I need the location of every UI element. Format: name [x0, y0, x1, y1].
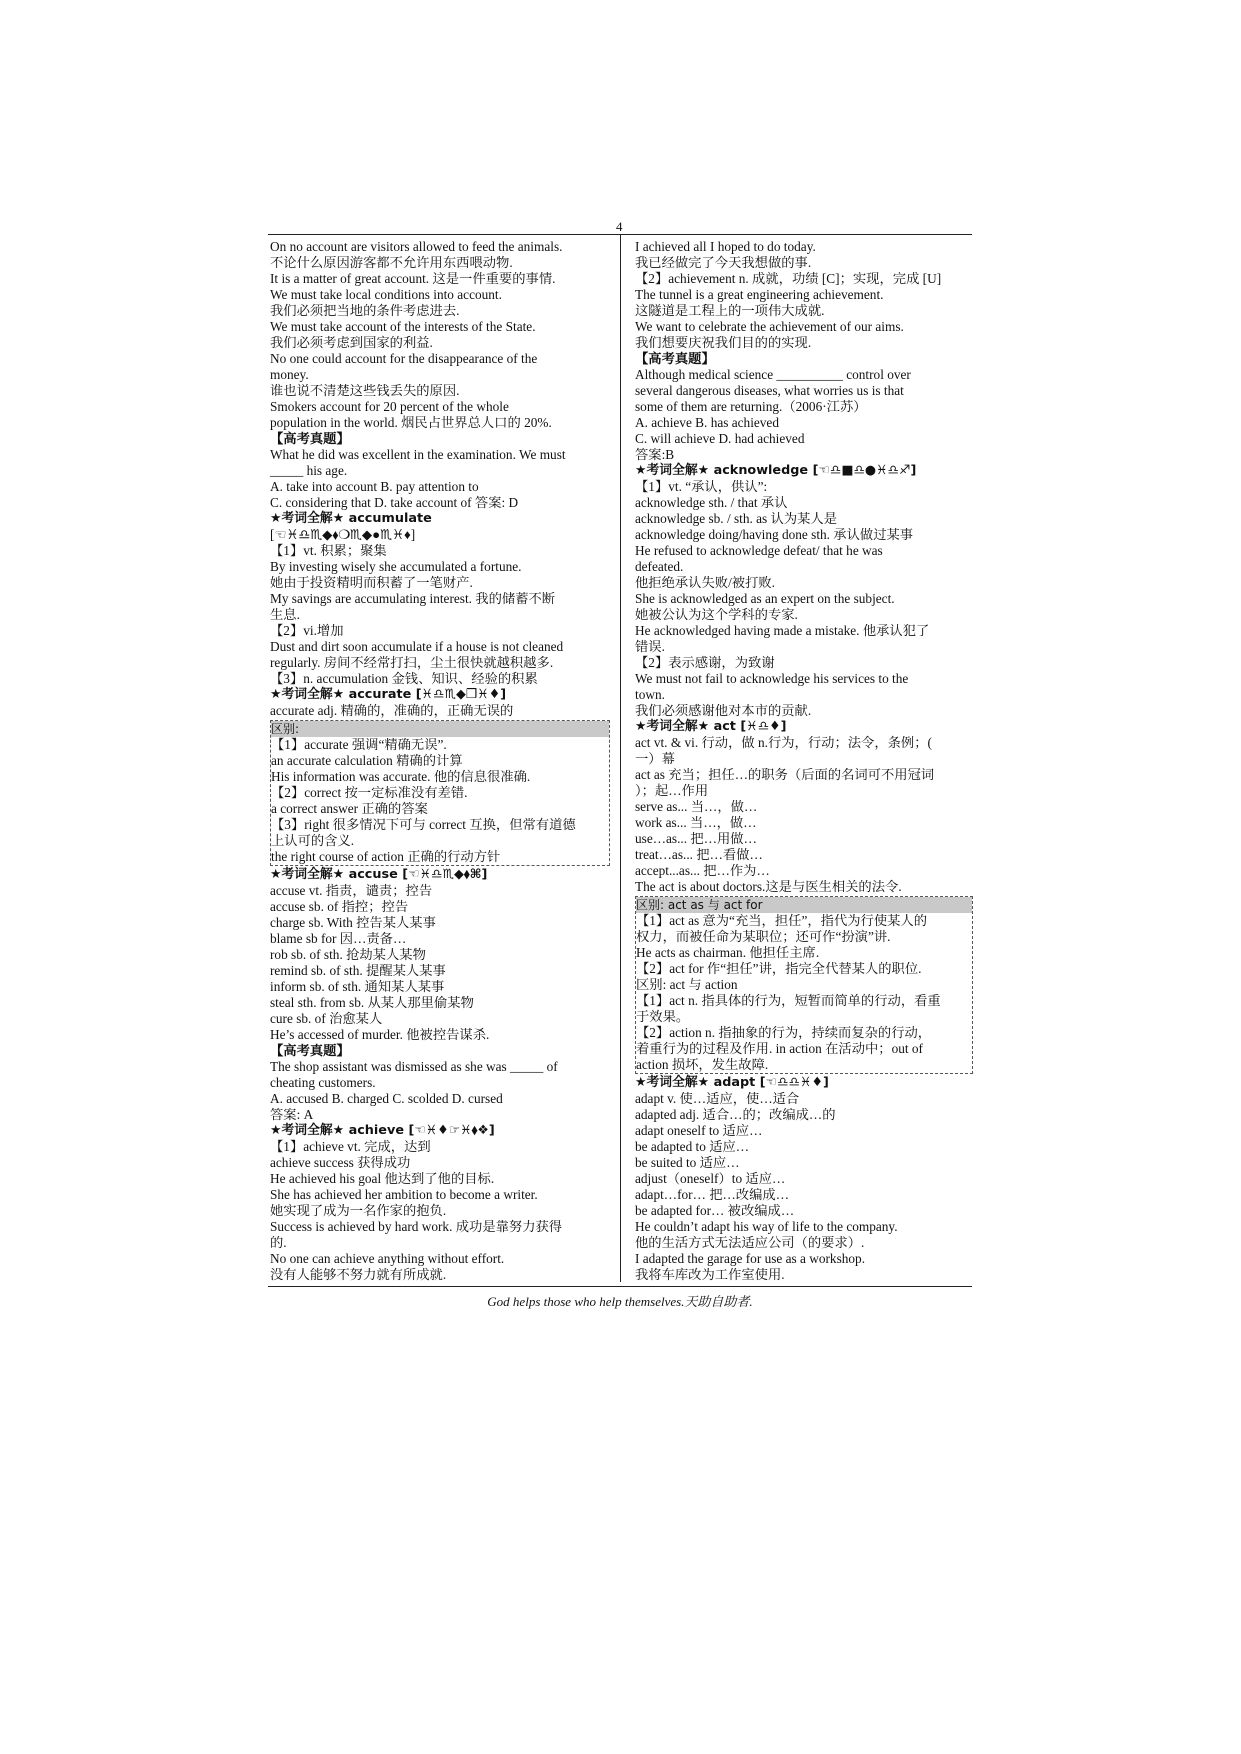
text-line: 我们必须把当地的条件考虑进去. — [270, 303, 460, 318]
text-line: blame sb for 因…责备… — [270, 931, 407, 946]
text-line: adjust（oneself）to 适应… — [635, 1171, 786, 1186]
text-line: acknowledge sth. / that 承认 — [635, 495, 788, 510]
text-line: act vt. & vi. 行动，做 n.行为，行动；法令，条例；( — [635, 735, 932, 750]
text-line: inform sb. of sth. 通知某人某事 — [270, 979, 445, 994]
text-line: 生息. — [270, 607, 300, 622]
text-line: Dust and dirt soon accumulate if a house is not cleaned — [270, 639, 564, 654]
text-line: acknowledge doing/having done sth. 承认做过某事 — [635, 527, 914, 542]
text-line: _____ his age. — [270, 463, 348, 478]
text-line: 【2】vi.增加 — [270, 623, 344, 638]
text-line: It is a matter of great account. 这是一件重要的事情. — [270, 271, 556, 286]
text-line: 【2】action n. 指抽象的行为，持续而复杂的行动， — [636, 1025, 932, 1040]
text-line: C. considering that D. take account of 答案: D — [270, 495, 519, 510]
distinction-box — [635, 896, 973, 1074]
footer-rule — [268, 1286, 972, 1287]
text-line: use…as... 把…用做… — [635, 831, 757, 846]
text-line: achieve success 获得成功 — [270, 1155, 411, 1170]
text-line: rob sb. of sth. 抢劫某人某物 — [270, 947, 426, 962]
text-line: A. accused B. charged C. scolded D. cursed — [270, 1091, 503, 1106]
text-line: We must take local conditions into account. — [270, 287, 502, 302]
text-line: be adapted for… 被改编成… — [635, 1203, 795, 1218]
text-line: treat…as... 把…看做… — [635, 847, 763, 862]
text-line: I achieved all I hoped to do today. — [635, 239, 816, 254]
text-line: the right course of action 正确的行动方针 — [271, 849, 501, 864]
text-line: A. achieve B. has achieved — [635, 415, 779, 430]
text-line: population in the world. 烟民占世界总人口的 20%. — [270, 415, 552, 430]
text-line: adapt oneself to 适应… — [635, 1123, 763, 1138]
text-line: regularly. 房间不经常打扫，尘土很快就越积越多. — [270, 655, 554, 670]
text-line: defeated. — [635, 559, 684, 574]
text-line: adapt v. 使…适应，使…适合 — [635, 1091, 800, 1106]
text-line: serve as... 当…，做… — [635, 799, 758, 814]
text-line: some of them are returning.（2006·江苏） — [635, 399, 867, 414]
text-line: 【1】achieve vt. 完成，达到 — [270, 1139, 431, 1154]
text-line: She has achieved her ambition to become a writer. — [270, 1187, 538, 1202]
text-line: cheating customers. — [270, 1075, 376, 1090]
text-line: 我们必须感谢他对本市的贡献. — [635, 703, 812, 718]
box-subtitle: 区别: act 与 action — [636, 977, 738, 992]
text-line: He achieved his goal 他达到了他的目标. — [270, 1171, 495, 1186]
text-line: Although medical science __________ control over — [635, 367, 911, 382]
text-line: His information was accurate. 他的信息很准确. — [271, 769, 531, 784]
text-line: 【2】表示感谢，为致谢 — [635, 655, 775, 670]
text-line: town. — [635, 687, 665, 702]
text-line: act as 充当；担任…的职务（后面的名词可不用冠词 — [635, 767, 935, 782]
text-line: 她被公认为这个学科的专家. — [635, 607, 798, 622]
text-line: work as... 当…，做… — [635, 815, 757, 830]
box-title: 区别: — [271, 721, 609, 737]
text-line: 我们想要庆祝我们目的的实现. — [635, 335, 812, 350]
text-line: 权力，而被任命为某职位；还可作“扮演”讲. — [636, 929, 891, 944]
text-line: remind sb. of sth. 提醒某人某事 — [270, 963, 446, 978]
text-line: adapt…for… 把…改编成… — [635, 1187, 789, 1202]
text-line: 没有人能够不努力就有所成就. — [270, 1267, 447, 1282]
text-line: 【1】act as 意为“充当，担任”，指代为行使某人的 — [636, 913, 928, 928]
text-line: The shop assistant was dismissed as she was _____ of — [270, 1059, 558, 1074]
column-divider — [620, 235, 621, 1282]
text-line: 【2】correct 按一定标准没有差错. — [271, 785, 468, 800]
text-line: accuse vt. 指责，谴责；控告 — [270, 883, 433, 898]
text-line: steal sth. from sb. 从某人那里偷某物 — [270, 995, 474, 1010]
text-line: be adapted to 适应… — [635, 1139, 750, 1154]
left-column — [270, 239, 610, 1283]
text-line: accuse sb. of 指控；控告 — [270, 899, 409, 914]
text-line: 【2】act for 作“担任”讲，指完全代替某人的职位. — [636, 961, 922, 976]
text-line: 他拒绝承认失败/被打败. — [635, 575, 775, 590]
text-line: 错误. — [635, 639, 665, 654]
text-line: No one can achieve anything without effort. — [270, 1251, 505, 1266]
text-line: 【3】right 很多情况下可与 correct 互换，但常有道德 — [271, 817, 576, 832]
text-line: ）；起…作用 — [635, 783, 709, 798]
text-line: 【1】vt. 积累；聚集 — [270, 543, 387, 558]
text-line: cure sb. of 治愈某人 — [270, 1011, 383, 1026]
page-footer: God helps those who help themselves.天助自助者. — [487, 1294, 753, 1309]
page-number: 4 — [616, 219, 623, 234]
text-line: 我们必须考虑到国家的利益. — [270, 335, 433, 350]
text-line: No one could account for the disappearance of the — [270, 351, 538, 366]
text-line: 她实现了成为一名作家的抱负. — [270, 1203, 447, 1218]
text-line: Success is achieved by hard work. 成功是靠努力获得 — [270, 1219, 563, 1234]
text-line: He’s accessed of murder. 他被控告谋杀. — [270, 1027, 490, 1042]
text-line: 【1】accurate 强调“精确无误”. — [271, 737, 447, 752]
text-line: On no account are visitors allowed to feed the animals. — [270, 239, 563, 254]
text-line: 他的生活方式无法适应公司（的要求）. — [635, 1235, 865, 1250]
phonetic-line: [☜♓︎♎︎♏︎◆⬧︎❍︎♏︎◆●♏︎♓︎♦︎] — [270, 527, 416, 542]
entry-heading: ★考词全解★ accurate [♓︎♎︎♏︎◆❒︎♓︎♦︎] — [270, 687, 507, 702]
text-line: an accurate calculation 精确的计算 — [271, 753, 463, 768]
text-line: several dangerous diseases, what worries us is that — [635, 383, 904, 398]
text-line: 不论什么原因游客都不允许用东西喂动物. — [270, 255, 513, 270]
answer-line: 答案:B — [635, 447, 675, 462]
text-line: 我已经做完了今天我想做的事. — [635, 255, 812, 270]
text-line: 【1】act n. 指具体的行为，短暂而简单的行动，看重 — [636, 993, 941, 1008]
text-line: The tunnel is a great engineering achievement. — [635, 287, 884, 302]
exam-heading: 【高考真题】 — [635, 351, 715, 366]
text-line: My savings are accumulating interest. 我的储蓄不断 — [270, 591, 556, 606]
text-line: 【2】achievement n. 成就，功绩 [C]；实现，完成 [U] — [635, 271, 942, 286]
entry-heading: ★考词全解★ achieve [☜♓︎♦︎☞♓︎⬧︎❖] — [270, 1123, 495, 1138]
text-line: I adapted the garage for use as a workshop. — [635, 1251, 866, 1266]
text-line: He refused to acknowledge defeat/ that he was — [635, 543, 883, 558]
text-line: 我将车库改为工作室使用. — [635, 1267, 785, 1282]
box-title: 区别: act as 与 act for — [636, 897, 972, 913]
text-line: The act is about doctors.这是与医生相关的法令. — [635, 879, 902, 894]
text-line: What he did was excellent in the examination. We must — [270, 447, 566, 462]
text-line: We must take account of the interests of the State. — [270, 319, 536, 334]
right-column — [635, 239, 973, 1283]
text-line: 【1】vt. “承认，供认”: — [635, 479, 768, 494]
entry-heading: ★考词全解★ acknowledge [☜♎︎■♎︎●♓︎♎︎♐︎] — [635, 463, 917, 478]
text-line: We must not fail to acknowledge his services to the — [635, 671, 909, 686]
text-line: 她由于投资精明而积蓄了一笔财产. — [270, 575, 473, 590]
text-line: 谁也说不清楚这些钱丢失的原因. — [270, 383, 460, 398]
text-line: charge sb. With 控告某人某事 — [270, 915, 436, 930]
answer-line: 答案: A — [270, 1107, 314, 1122]
entry-heading: ★考词全解★ accuse [☜♓︎♎︎♏︎◆⬧︎⌘] — [270, 867, 488, 882]
exam-heading: 【高考真题】 — [270, 1043, 350, 1058]
text-line: She is acknowledged as an expert on the subject. — [635, 591, 895, 606]
text-line: action 损坏，发生故障. — [636, 1057, 769, 1072]
text-line: be suited to 适应… — [635, 1155, 740, 1170]
text-line: He couldn’t adapt his way of life to the company. — [635, 1219, 898, 1234]
text-line: He acknowledged having made a mistake. 他承认犯了 — [635, 623, 930, 638]
exam-heading: 【高考真题】 — [270, 431, 350, 446]
text-line: Smokers account for 20 percent of the whole — [270, 399, 509, 414]
text-line: 着重行为的过程及作用. in action 在活动中；out of — [636, 1041, 923, 1056]
text-line: acknowledge sb. / sth. as 认为某人是 — [635, 511, 838, 526]
text-line: accept...as... 把…作为… — [635, 863, 770, 878]
text-line: 上认可的含义. — [271, 833, 355, 848]
text-line: A. take into account B. pay attention to — [270, 479, 479, 494]
text-line: a correct answer 正确的答案 — [271, 801, 428, 816]
text-line: By investing wisely she accumulated a fortune. — [270, 559, 522, 574]
distinction-box — [270, 720, 610, 866]
entry-heading: ★考词全解★ act [♓︎♎︎♦︎] — [635, 719, 787, 734]
text-line: 的. — [270, 1235, 287, 1250]
text-line: adapted adj. 适合…的；改编成…的 — [635, 1107, 836, 1122]
text-line: We want to celebrate the achievement of our aims. — [635, 319, 904, 334]
text-line: accurate adj. 精确的，准确的，正确无误的 — [270, 703, 514, 718]
text-line: 于效果。 — [636, 1009, 690, 1024]
text-line: C. will achieve D. had achieved — [635, 431, 805, 446]
text-line: 这隧道是工程上的一项伟大成就. — [635, 303, 825, 318]
text-line: money. — [270, 367, 309, 382]
entry-heading: ★考词全解★ adapt [☜♎︎♎︎♓︎♦︎] — [635, 1075, 829, 1090]
text-line: 一）幕 — [635, 751, 675, 766]
text-line: 【3】n. accumulation 金钱、知识、经验的积累 — [270, 671, 538, 686]
entry-heading: ★考词全解★ accumulate — [270, 511, 432, 526]
text-line: He acts as chairman. 他担任主席. — [636, 945, 820, 960]
